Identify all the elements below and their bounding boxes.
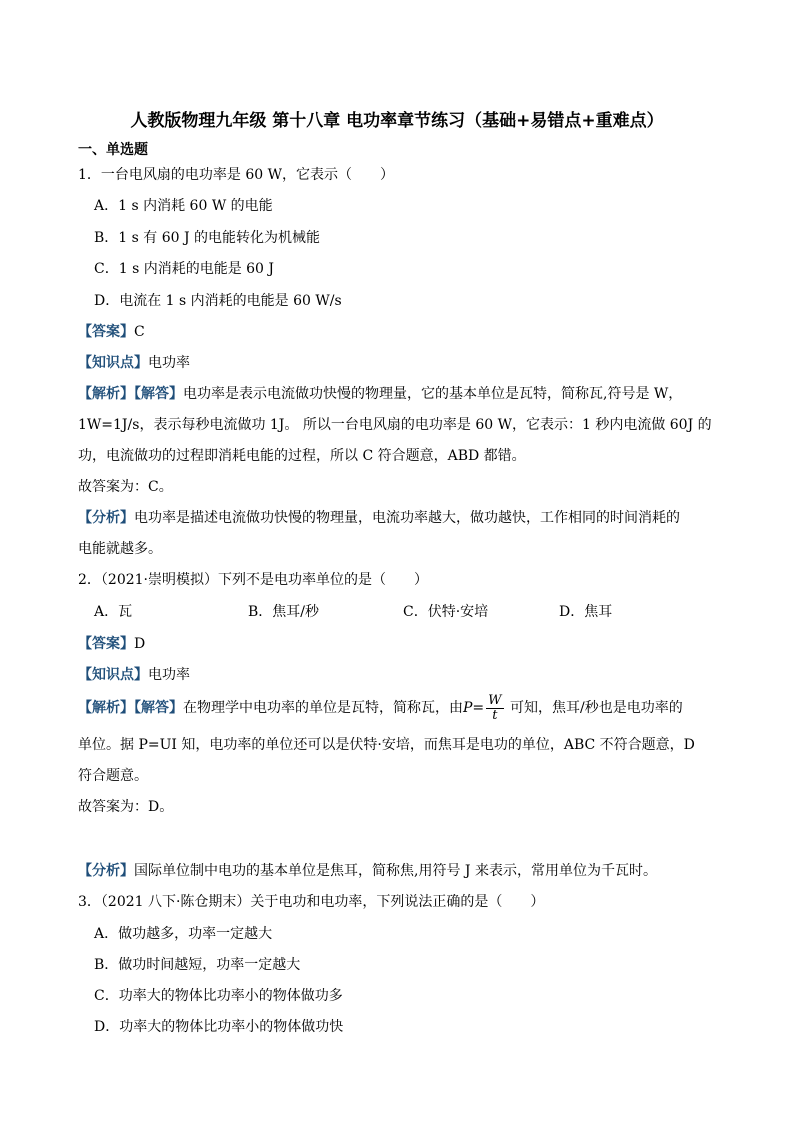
q1-fenxi-line-1 xyxy=(78,509,680,527)
q2-option-b: B．焦耳/秒 xyxy=(248,604,320,620)
analysis-label: 【解析】【解答】 xyxy=(78,386,183,402)
fenxi-label: 【分析】 xyxy=(78,510,134,526)
q1-analysis-line-1 xyxy=(78,385,682,403)
q2-answer-value: D xyxy=(134,636,146,652)
q1-analysis-line-2: 1W=1J/s，表示每秒电流做功 1J。 所以一台电风扇的电功率是 60 W，它表示：1 秒内电流做 60J 的 xyxy=(78,417,712,433)
formula-denominator: t xyxy=(492,707,498,723)
q3-option-c: C．功率大的物体比功率小的物体做功多 xyxy=(94,988,343,1004)
q2-stem: 2．（2021·崇明模拟）下列不是电功率单位的是（ ） xyxy=(78,572,428,588)
q2-answer xyxy=(78,635,145,653)
q2-option-d: D．焦耳 xyxy=(559,604,613,620)
q1-conclusion: 故答案为：C。 xyxy=(78,479,173,495)
q2-analysis-text-post: 可知，焦耳/秒也是电功率的 xyxy=(509,700,683,716)
q1-fenxi-text: 电功率是描述电流做功快慢的物理量，电流功率越大，做功越快，工作相同的时间消耗的 xyxy=(134,510,680,526)
q2-option-a: A．瓦 xyxy=(94,604,133,620)
q1-fenxi-line-2: 电能就越多。 xyxy=(78,541,162,557)
knowledge-label: 【知识点】 xyxy=(78,667,148,683)
q1-option-c: C．1 s 内消耗的电能是 60 J xyxy=(94,261,275,277)
fenxi-label: 【分析】 xyxy=(78,863,134,879)
answer-label: 【答案】 xyxy=(78,324,134,340)
formula-eq: = xyxy=(472,700,485,716)
q2-fenxi-text: 国际单位制中电功的基本单位是焦耳，简称焦,用符号 J 来表示，常用单位为千瓦时。 xyxy=(134,863,657,879)
q1-knowledge xyxy=(78,354,190,372)
formula-lhs: P xyxy=(463,700,473,716)
formula-numerator: W xyxy=(488,692,502,708)
q3-stem: 3．（2021 八下·陈仓期末）关于电功和电功率，下列说法正确的是（ ） xyxy=(78,894,545,910)
q2-analysis-text-pre: 在物理学中电功率的单位是瓦特，简称瓦，由 xyxy=(183,700,463,716)
q3-option-d: D．功率大的物体比功率小的物体做功快 xyxy=(94,1019,344,1035)
q2-knowledge-value: 电功率 xyxy=(148,667,190,683)
section-heading: 一、单选题 xyxy=(78,142,148,158)
q2-analysis-line-1 xyxy=(78,692,683,724)
q1-analysis-line-3: 功，电流做功的过程即消耗电能的过程，所以 C 符合题意，ABD 都错。 xyxy=(78,448,526,464)
q2-option-c: C．伏特·安培 xyxy=(403,604,489,620)
q1-knowledge-value: 电功率 xyxy=(148,355,190,371)
analysis-label: 【解析】【解答】 xyxy=(78,700,183,716)
q2-conclusion: 故答案为：D。 xyxy=(78,799,174,815)
q2-analysis-line-3: 符合题意。 xyxy=(78,768,148,784)
answer-label: 【答案】 xyxy=(78,636,134,652)
q1-answer xyxy=(78,323,145,341)
q1-option-b: B．1 s 有 60 J 的电能转化为机械能 xyxy=(94,230,321,246)
knowledge-label: 【知识点】 xyxy=(78,355,148,371)
q3-option-b: B．做功时间越短，功率一定越大 xyxy=(94,957,301,973)
q2-analysis-line-2: 单位。据 P=UI 知，电功率的单位还可以是伏特·安培，而焦耳是电功的单位，ABC 不符合题意，D xyxy=(78,737,695,753)
q1-option-a: A．1 s 内消耗 60 W 的电能 xyxy=(94,198,273,214)
q3-option-a: A．做功越多，功率一定越大 xyxy=(94,926,273,942)
q1-stem: 1．一台电风扇的电功率是 60 W，它表示（ ） xyxy=(78,167,395,183)
q2-knowledge xyxy=(78,666,190,684)
q2-fenxi xyxy=(78,862,657,880)
q1-answer-value: C xyxy=(134,324,145,340)
formula-fraction xyxy=(486,694,503,723)
q1-analysis-text: 电功率是表示电流做功快慢的物理量，它的基本单位是瓦特，简称瓦,符号是 W， xyxy=(183,386,683,402)
q1-option-d: D．电流在 1 s 内消耗的电能是 60 W/s xyxy=(94,293,342,309)
document-title: 人教版物理九年级 第十八章 电功率章节练习（基础+易错点+重难点） xyxy=(130,111,664,131)
